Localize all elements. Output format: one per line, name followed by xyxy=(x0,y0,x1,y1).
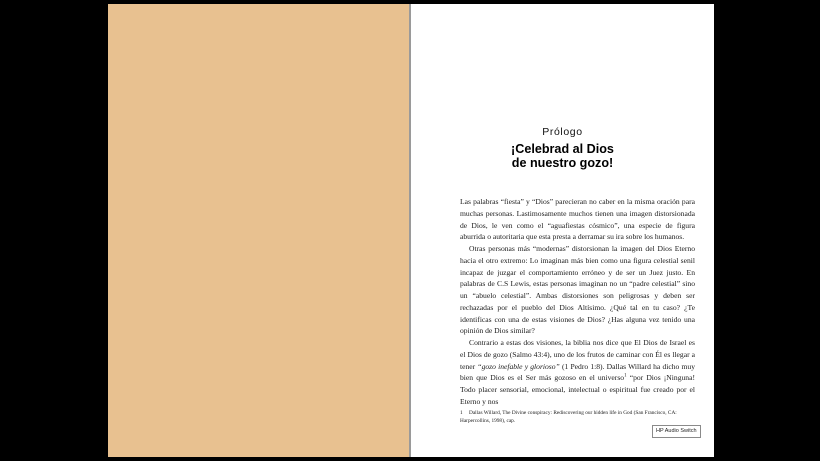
left-page-blank xyxy=(108,4,409,457)
paragraph-3-text-c: “por Dios ¡Ninguna! Todo placer sensorial, emocional, intelectual o espiritual fue creado por el Eterno y nos xyxy=(460,373,695,406)
chapter-title-line-1: ¡Celebrad al Dios xyxy=(511,142,614,156)
footnote-reference[interactable]: 1 xyxy=(624,373,627,379)
chapter-kicker: Prólogo xyxy=(542,126,583,138)
audio-switch-badge[interactable]: HP Audio Switch xyxy=(652,425,701,438)
footnotes xyxy=(460,409,699,426)
paragraph-3-quote: “gozo inefable y glorioso” xyxy=(477,361,560,371)
right-page xyxy=(411,4,714,457)
footnote-text: Dallas Willard, The Divine conspiracy: Rediscovering our hidden life in God (San Francisco, CA: Harpercollins, 1998), cap. xyxy=(460,410,677,425)
paragraph-1: Las palabras “fiesta” y “Dios” parecieran no caber en la misma oración para muchas personas. Lastimosamente muchos tienen una imagen distorsionada de Dios, le ven como el “aguafiestas cósmico”, una especie de figura aburrida o autoritaria que esta presta a derramar su ira sobre los humanos. xyxy=(460,197,695,242)
body-text xyxy=(460,196,695,408)
chapter-title-line-2: de nuestro gozo! xyxy=(511,156,614,170)
paragraph-2: Otras personas más “modernas” distorsionan la imagen del Dios Eterno hacia el otro extremo: Lo imaginan más bien como una figura celestial senil incapaz de juzgar el comportamiento erróneo y de ser un Juez justo. En palabras de C.S Lewis, estas personas imaginan no un “padre celestial” sino un “abuelo celestial”. Ambas distorsiones son peligrosas y deben ser rechazadas por el pueblo del Dios Altísimo. ¿Qué tal en tu caso? ¿Te identificas con una de estas visiones de Dios? ¿Has alguna vez tenido una opinión de Dios similar? xyxy=(460,244,695,336)
chapter-title xyxy=(411,142,714,170)
paragraph-3-text-a: Contrario a estas dos visiones, la biblia nos dice que El Dios de Israel es el Dios de gozo (Salmo 43:4), uno de los frutos de caminar con Él es llegar a tener xyxy=(460,338,695,371)
paragraph-3 xyxy=(460,337,695,408)
footnote-number: 1 xyxy=(460,410,463,416)
paragraph-3-text-b: (1 Pedro 1:8). Dallas Willard ha dicho muy bien que Dios es el Ser más gozoso en el universo xyxy=(460,361,695,383)
